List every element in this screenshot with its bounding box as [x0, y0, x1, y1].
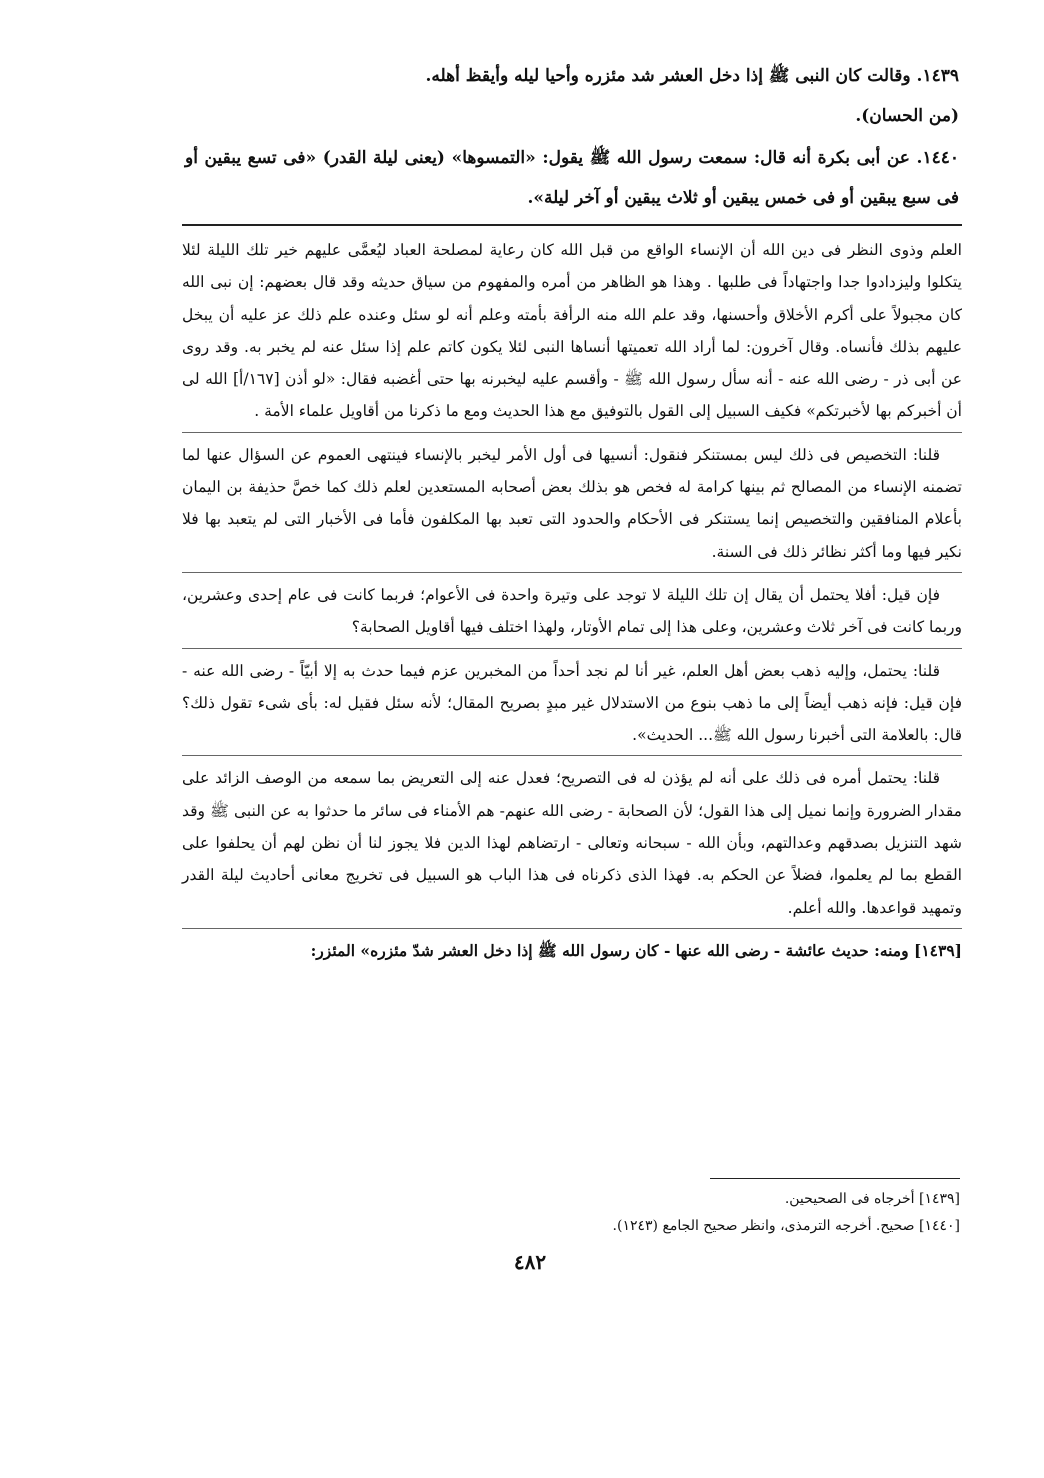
hadith-number: ١٤٣٩. — [916, 66, 959, 86]
commentary-paragraph: قلنا: يحتمل أمره فى ذلك على أنه لم يؤذن له فى التصريح؛ فعدل عنه إلى التعريض بما سمعه من الوصف الزائد على مقدار الضرورة وإنما نميل إلى هذا القول؛ لأن الصحابة - رضى الله عنهم- هم الأمناء فى سائر ما حدثوا به عن النبى ﷺ وقد شهد التنزيل بصدقهم وعدالتهم، وبأن الله - سبحانه وتعالى - ارتضاهم لهذا الدين فلا يجوز لنا أن نظن لهم أن يحلفوا على القطع بما لم يعلموا، فضلاً عن الحكم به. فهذا الذى ذكرناه فى هذا الباب هو السبيل فى تخريج معانى أحاديث ليلة القدر وتمهيد قواعدها. والله أعلم. — [182, 769, 962, 917]
hadith-text: وقالت كان النبى ﷺ إذا دخل العشر شد مئزره وأحيا ليله وأيقظ أهله. — [425, 66, 917, 86]
hadith-1439 — [185, 56, 959, 96]
hadith-section — [185, 56, 959, 218]
page-number: ٤٨٢ — [513, 1250, 547, 1274]
hadith-1440 — [185, 138, 959, 218]
footnotes-section — [300, 1186, 960, 1240]
paragraph-divider — [182, 928, 962, 929]
paragraph-divider — [182, 755, 962, 756]
hadith-text: عن أبى بكرة أنه قال: سمعت رسول الله ﷺ يقول: «التمسوها» (يعنى ليلة القدر) «فى تسع يبقين أو فى سبع يبقين أو فى خمس يبقين أو ثلاث يبقين أو آخر ليلة». — [185, 148, 959, 208]
footnote-divider — [710, 1178, 960, 1179]
hadith-grading-label: (من الحسان). — [855, 106, 959, 126]
commentary-subheading: [١٤٣٩] ومنه: حديث عائشة - رضى الله عنها - كان رسول الله ﷺ إذا دخل العشر شدّ مئزره» المئزر: — [310, 940, 962, 960]
commentary-paragraph: قلنا: يحتمل، وإليه ذهب بعض أهل العلم، غير أنا لم نجد أحداً من المخبرين عزم فيما حدث به إلا أبيّاً - رضى الله عنه - فإن قيل: فإنه ذهب أيضاً إلى ما ذهب بنوع من الاستدلال غير مبدٍ بصريح المقال؛ لأنه سئل فقيل له: بأى شىء تقول ذلك؟ قال: بالعلامة التى أخبرنا رسول الله ﷺ... الحديث». — [182, 661, 962, 745]
footnote-1439: [١٤٣٩] أخرجاه فى الصحيحين. — [784, 1191, 960, 1207]
commentary-paragraph: العلم وذوى النظر فى دين الله أن الإنساء الواقع من قبل الله كان رعاية لمصلحة العباد ليُعمَّى عليهم خير تلك الليلة لئلا يتكلوا وليزدادوا جدا واجتهاداً فى طلبها . وهذا هو الظاهر من أمره والمفهوم من سياق حديثه وقد قال بعضهم: إن نبى الله كان مجبولاً على أكرم الأخلاق وأحسنها، وقد علم الله منه الرأفة بأمته وعلم أنه لو سئل وعنده علم ذلك عز عليه أن يبخل عليهم بذلك فأنساه. وقال آخرون: لما أراد الله تعميتها أنساها النبى لئلا يكون كاتم علم إذا سئل عنه لم يخبر به. وقد روى عن أبى ذر - رضى الله عنه - أنه سأل رسول الله ﷺ - وأقسم عليه ليخبرنه بها حتى أغضبه فقال: «لو أذن [١٦٧/أ] الله لى أن أخبركم بها لأخبرتكم» فكيف السبيل إلى القول بالتوفيق مع هذا الحديث ومع ما ذكرنا من أقاويل علماء الأمة . — [182, 241, 962, 421]
paragraph-divider — [182, 432, 962, 433]
commentary-section — [182, 234, 962, 967]
commentary-paragraph: فإن قيل: أفلا يحتمل أن يقال إن تلك الليلة لا توجد على وتيرة واحدة فى الأعوام؛ فربما كانت فى عام إحدى وعشرين، وربما كانت فى آخر ثلاث وعشرين، وعلى هذا إلى تمام الأوتار، ولهذا اختلف فيها أقاويل الصحابة؟ — [182, 585, 962, 637]
paragraph-divider — [182, 572, 962, 573]
commentary-paragraph: قلنا: التخصيص فى ذلك ليس بمستنكر فنقول: أنسيها فى أول الأمر ليخبر بالإنساء فينتهى العموم عن السؤال عنها لما تضمنه الإنساء من المصالح ثم بينها كرامة له فخص هو بذلك بعض أصحابه المستعدين لعلم ذلك كما خصَّ حذيفة بن اليمان بأعلام المنافقين والتخصيص إنما يستنكر فى الأحكام والحدود التى تعبد بها المكلفون فأما فى الأخبار التى لم يتعبد بها فلا نكير فيها وما أكثر نظائر ذلك فى السنة. — [182, 445, 962, 561]
hadith-number: ١٤٤٠. — [916, 148, 959, 168]
hadith-grading — [185, 96, 959, 136]
main-divider — [182, 224, 962, 226]
paragraph-divider — [182, 648, 962, 649]
footnote-1440: [١٤٤٠] صحيح. أخرجه الترمذى، وانظر صحيح الجامع (١٢٤٣). — [612, 1218, 960, 1234]
